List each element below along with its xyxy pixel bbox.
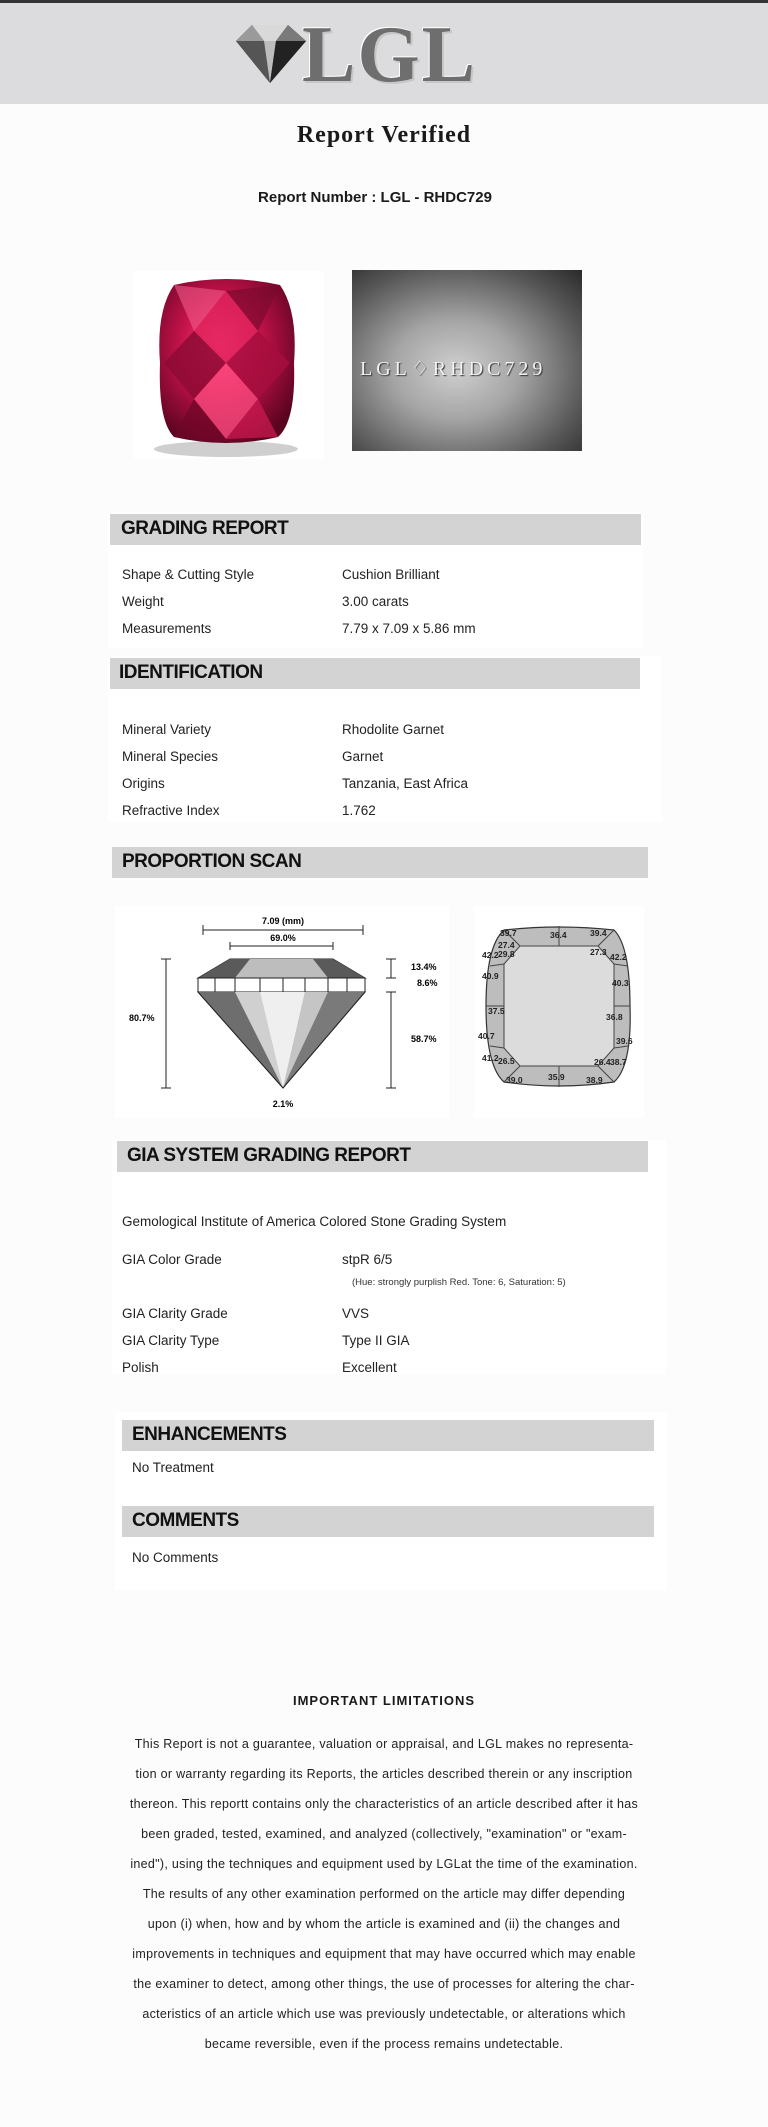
facet-label: 29.8	[498, 949, 515, 959]
site-header	[0, 3, 768, 104]
gia-color-value: stpR 6/5	[342, 1252, 393, 1267]
inscription-text: LGL♢RHDC729	[360, 358, 547, 380]
limitations-line: improvements in techniques and equipment that may have occurred which may enable	[132, 1947, 636, 1961]
refractive-index-value: 1.762	[342, 803, 376, 818]
diamond-icon	[230, 19, 310, 89]
facet-label: 42.2	[482, 950, 499, 960]
gia-color-label: GIA Color Grade	[122, 1252, 222, 1267]
limitations-line: thereon. This reportt contains only the characteristics of an article described after it has	[129, 1797, 639, 1811]
weight-label: Weight	[122, 594, 164, 609]
facet-label: 39.0	[506, 1075, 523, 1085]
gia-system-name: Gemological Institute of America Colored Stone Grading System	[122, 1214, 507, 1229]
refractive-index-label: Refractive Index	[122, 803, 220, 818]
facet-label: 39.7	[500, 928, 517, 938]
facet-label: 38.7	[610, 1057, 627, 1067]
limitations-line: been graded, tested, examined, and analyzed (collectively, "examination" or "exam-	[141, 1827, 627, 1841]
facet-label: 36.8	[606, 1012, 623, 1022]
section-title: GRADING REPORT	[121, 518, 289, 539]
section-title: ENHANCEMENTS	[132, 1424, 287, 1445]
facet-label: 26.4	[594, 1057, 611, 1067]
lgl-logo[interactable]	[230, 13, 500, 97]
pavilion-depth-label: 58.7%	[411, 1034, 437, 1044]
measurements-value: 7.79 x 7.09 x 5.86 mm	[342, 621, 476, 636]
section-title: COMMENTS	[132, 1510, 239, 1531]
inscription-photo	[352, 270, 582, 451]
width-label: 7.09 (mm)	[261, 916, 305, 926]
limitations-line: tion or warranty regarding its Reports, the articles described therein or any inscription	[135, 1767, 633, 1781]
mineral-variety-value: Rhodolite Garnet	[342, 722, 445, 737]
identification-header	[110, 658, 640, 689]
enhancements-value: No Treatment	[132, 1460, 214, 1475]
report-number: Report Number : LGL - RHDC729	[258, 189, 492, 206]
polish-value: Excellent	[342, 1360, 397, 1375]
gia-clarity-grade-value: VVS	[342, 1306, 370, 1321]
mineral-variety-label: Mineral Variety	[122, 722, 212, 737]
gia-clarity-type-label: GIA Clarity Type	[122, 1333, 220, 1348]
origins-value: Tanzania, East Africa	[342, 776, 469, 791]
culet-label: 2.1%	[272, 1099, 294, 1109]
facet-label: 39.6	[616, 1036, 633, 1046]
section-title: IDENTIFICATION	[119, 662, 263, 683]
gia-clarity-grade-label: GIA Clarity Grade	[122, 1306, 228, 1321]
limitations-heading: IMPORTANT LIMITATIONS	[292, 1693, 476, 1708]
facet-label: 36.4	[550, 930, 567, 940]
table-label: 69.0%	[270, 933, 296, 943]
limitations-line: ined"), using the techniques and equipment used by LGLat the time of the examination.	[130, 1857, 638, 1871]
shape-label: Shape & Cutting Style	[122, 567, 255, 582]
facet-label: 37.5	[488, 1006, 505, 1016]
polish-label: Polish	[122, 1360, 159, 1375]
facet-label: 40.7	[478, 1031, 495, 1041]
limitations-line: became reversible, even if the process remains undetectable.	[204, 2037, 564, 2051]
measurements-label: Measurements	[122, 621, 212, 636]
facet-label: 38.9	[586, 1075, 603, 1085]
shape-value: Cushion Brilliant	[342, 567, 440, 582]
grading-report-header	[110, 514, 641, 545]
facet-label: 27.3	[590, 947, 607, 957]
girdle-label: 8.6%	[417, 978, 438, 988]
crown-height-label: 13.4%	[411, 962, 437, 972]
limitations-line: The results of any other examination performed on the article may differ depending	[142, 1887, 626, 1901]
mineral-species-value: Garnet	[342, 749, 384, 764]
gia-report-header	[117, 1141, 648, 1172]
total-depth-label: 80.7%	[129, 1013, 155, 1023]
facet-label: 39.4	[590, 928, 607, 938]
limitations-line: the examiner to detect, among other things, the use of processes for altering the char-	[133, 1977, 635, 1991]
comments-value: No Comments	[132, 1550, 219, 1565]
gia-color-note: (Hue: strongly purplish Red. Tone: 6, Saturation: 5)	[352, 1277, 566, 1288]
facet-label: 35.9	[548, 1072, 565, 1082]
weight-value: 3.00 carats	[342, 594, 409, 609]
limitations-line: upon (i) when, how and by whom the article is examined and (ii) the changes and	[147, 1917, 621, 1931]
facet-label: 41.2	[482, 1053, 499, 1063]
profile-diagram	[115, 906, 449, 1118]
comments-header	[122, 1506, 654, 1537]
limitations-line: This Report is not a guarantee, valuation or appraisal, and LGL makes no representa-	[134, 1737, 634, 1751]
facet-label: 26.5	[498, 1056, 515, 1066]
section-title: GIA SYSTEM GRADING REPORT	[127, 1145, 411, 1166]
gia-clarity-type-value: Type II GIA	[342, 1333, 410, 1348]
facet-label: 42.2	[610, 952, 627, 962]
enhancements-header	[122, 1420, 654, 1451]
logo-text: LGL	[302, 11, 477, 99]
facet-label: 40.9	[482, 971, 499, 981]
section-title: PROPORTION SCAN	[122, 851, 302, 872]
facet-label: 27.4	[498, 940, 515, 950]
page-title: Report Verified	[296, 122, 472, 148]
facet-label: 40.3	[612, 978, 629, 988]
limitations-text	[116, 1729, 652, 2059]
top-view-diagram	[474, 906, 644, 1118]
proportion-scan-header	[112, 847, 648, 878]
gemstone-photo	[134, 271, 324, 459]
mineral-species-label: Mineral Species	[122, 749, 219, 764]
limitations-line: acteristics of an article which use was previously undetectable, or alterations which	[142, 2007, 626, 2021]
origins-label: Origins	[122, 776, 165, 791]
